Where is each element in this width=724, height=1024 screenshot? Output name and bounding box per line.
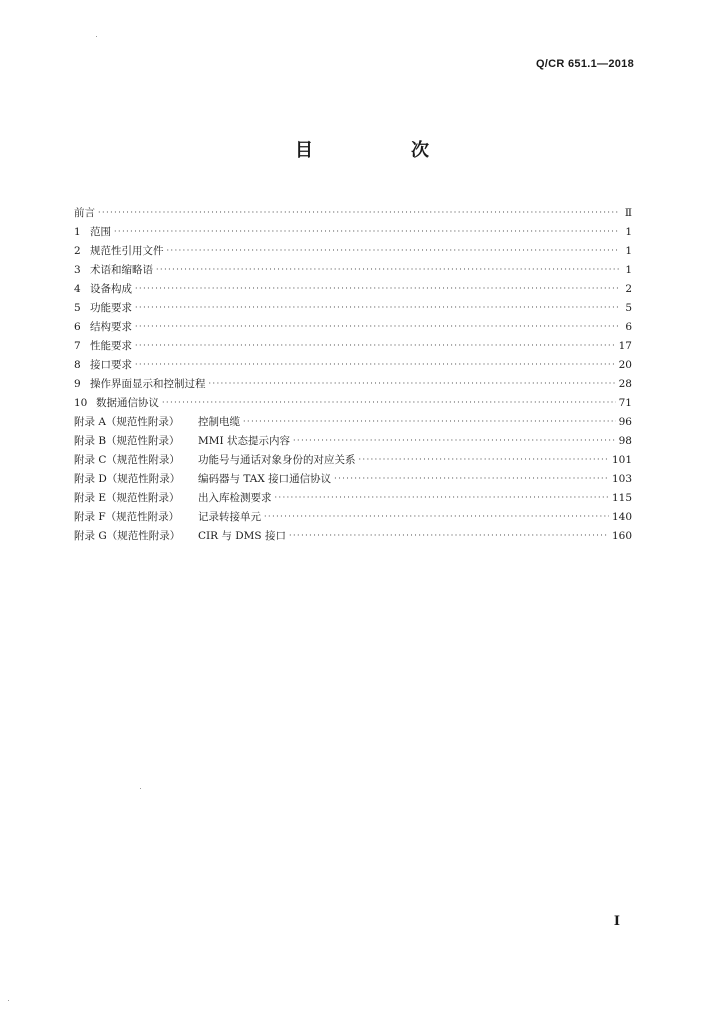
toc-entry[interactable]	[74, 470, 632, 489]
toc-entry-label: 附录 A（规范性附录）	[74, 416, 180, 428]
toc-entry-appendix-title: 出入库检测要求	[198, 492, 272, 504]
toc-entry-appendix-title: 功能号与通话对象身份的对应关系	[198, 454, 356, 466]
scan-speck	[96, 36, 97, 37]
toc-dot-leader	[359, 450, 609, 469]
toc-entry-number: 2	[74, 245, 81, 257]
toc-dot-leader	[289, 526, 609, 545]
toc-entry[interactable]	[74, 204, 632, 223]
toc-list	[74, 204, 632, 546]
toc-entry-appendix-title: 编码器与 TAX 接口通信协议	[198, 473, 332, 485]
toc-entry[interactable]	[74, 394, 632, 413]
toc-entry-page: 17	[618, 340, 632, 352]
toc-entry-label: 规范性引用文件	[90, 245, 164, 257]
toc-entry[interactable]	[74, 489, 632, 508]
toc-entry-page: Ⅱ	[624, 207, 632, 219]
toc-entry-number: 1	[74, 226, 81, 238]
toc-entry-appendix-title: 记录转接单元	[198, 511, 261, 523]
toc-entry[interactable]	[74, 261, 632, 280]
toc-entry-number: 7	[74, 340, 81, 352]
toc-entry-label: 性能要求	[90, 340, 132, 352]
toc-entry-page: 160	[611, 530, 632, 542]
toc-entry[interactable]	[74, 527, 632, 546]
toc-entry-appendix-title: 控制电缆	[198, 416, 240, 428]
toc-entry-label: 数据通信协议	[96, 397, 159, 409]
toc-entry[interactable]	[74, 337, 632, 356]
toc-entry-number: 9	[74, 378, 81, 390]
toc-dot-leader	[243, 412, 616, 431]
toc-entry-page: 103	[611, 473, 632, 485]
toc-entry-label: 设备构成	[90, 283, 132, 295]
toc-entry-number: 4	[74, 283, 81, 295]
toc-dot-leader	[167, 241, 620, 260]
toc-entry-page: 2	[625, 283, 632, 295]
toc-entry[interactable]	[74, 318, 632, 337]
toc-entry-label: 附录 F（规范性附录）	[74, 511, 180, 523]
toc-entry-number: 6	[74, 321, 81, 333]
toc-title: 目 次	[295, 140, 469, 161]
toc-entry-label: 附录 G（规范性附录）	[74, 530, 181, 542]
toc-dot-leader	[98, 203, 619, 222]
toc-entry-page: 1	[625, 226, 632, 238]
toc-dot-leader	[156, 260, 619, 279]
toc-entry-appendix-title: CIR 与 DMS 接口	[198, 530, 286, 542]
toc-entry-page: 20	[618, 359, 632, 371]
toc-entry[interactable]	[74, 375, 632, 394]
toc-entry-page: 6	[625, 321, 632, 333]
toc-entry[interactable]	[74, 299, 632, 318]
toc-entry-page: 5	[625, 302, 632, 314]
toc-entry-number: 10	[74, 397, 88, 409]
toc-dot-leader	[162, 393, 616, 412]
page-number: Ⅰ	[613, 914, 620, 929]
scan-speck	[8, 1000, 9, 1001]
toc-entry[interactable]	[74, 223, 632, 242]
toc-entry[interactable]	[74, 242, 632, 261]
toc-entry-page: 115	[611, 492, 632, 504]
toc-entry-label: 前言	[74, 207, 95, 219]
toc-entry-label: 功能要求	[90, 302, 132, 314]
toc-entry-label: 附录 E（规范性附录）	[74, 492, 180, 504]
toc-entry-number: 3	[74, 264, 81, 276]
toc-entry-page: 71	[618, 397, 632, 409]
toc-dot-leader	[264, 507, 609, 526]
toc-dot-leader	[293, 431, 616, 450]
toc-entry-page: 96	[618, 416, 632, 428]
toc-dot-leader	[135, 298, 619, 317]
toc-entry-label: 附录 C（规范性附录）	[74, 454, 180, 466]
toc-entry-page: 1	[625, 264, 632, 276]
toc-entry-page: 1	[625, 245, 632, 257]
toc-entry-label: 接口要求	[90, 359, 132, 371]
toc-entry-label: 附录 B（规范性附录）	[74, 435, 180, 447]
toc-dot-leader	[135, 336, 616, 355]
toc-entry-number: 5	[74, 302, 81, 314]
toc-entry[interactable]	[74, 432, 632, 451]
toc-dot-leader	[209, 374, 616, 393]
toc-entry[interactable]	[74, 280, 632, 299]
toc-dot-leader	[135, 279, 619, 298]
standard-code: Q/CR 651.1—2018	[535, 58, 634, 70]
toc-entry-page: 98	[618, 435, 632, 447]
scan-speck	[140, 788, 141, 789]
toc-entry-number: 8	[74, 359, 81, 371]
toc-dot-leader	[275, 488, 609, 507]
toc-entry[interactable]	[74, 413, 632, 432]
toc-entry[interactable]	[74, 451, 632, 470]
toc-dot-leader	[135, 317, 619, 336]
toc-entry-page: 28	[618, 378, 632, 390]
toc-dot-leader	[135, 355, 616, 374]
toc-entry-page: 101	[611, 454, 632, 466]
toc-entry-appendix-title: MMI 状态提示内容	[198, 435, 290, 447]
toc-dot-leader	[114, 222, 619, 241]
toc-entry-label: 术语和缩略语	[90, 264, 153, 276]
toc-entry-label: 附录 D（规范性附录）	[74, 473, 181, 485]
toc-entry[interactable]	[74, 508, 632, 527]
toc-entry-label: 结构要求	[90, 321, 132, 333]
toc-entry-page: 140	[611, 511, 632, 523]
toc-dot-leader	[334, 469, 609, 488]
toc-entry-label: 操作界面显示和控制过程	[90, 378, 206, 390]
toc-entry[interactable]	[74, 356, 632, 375]
toc-entry-label: 范围	[90, 226, 111, 238]
